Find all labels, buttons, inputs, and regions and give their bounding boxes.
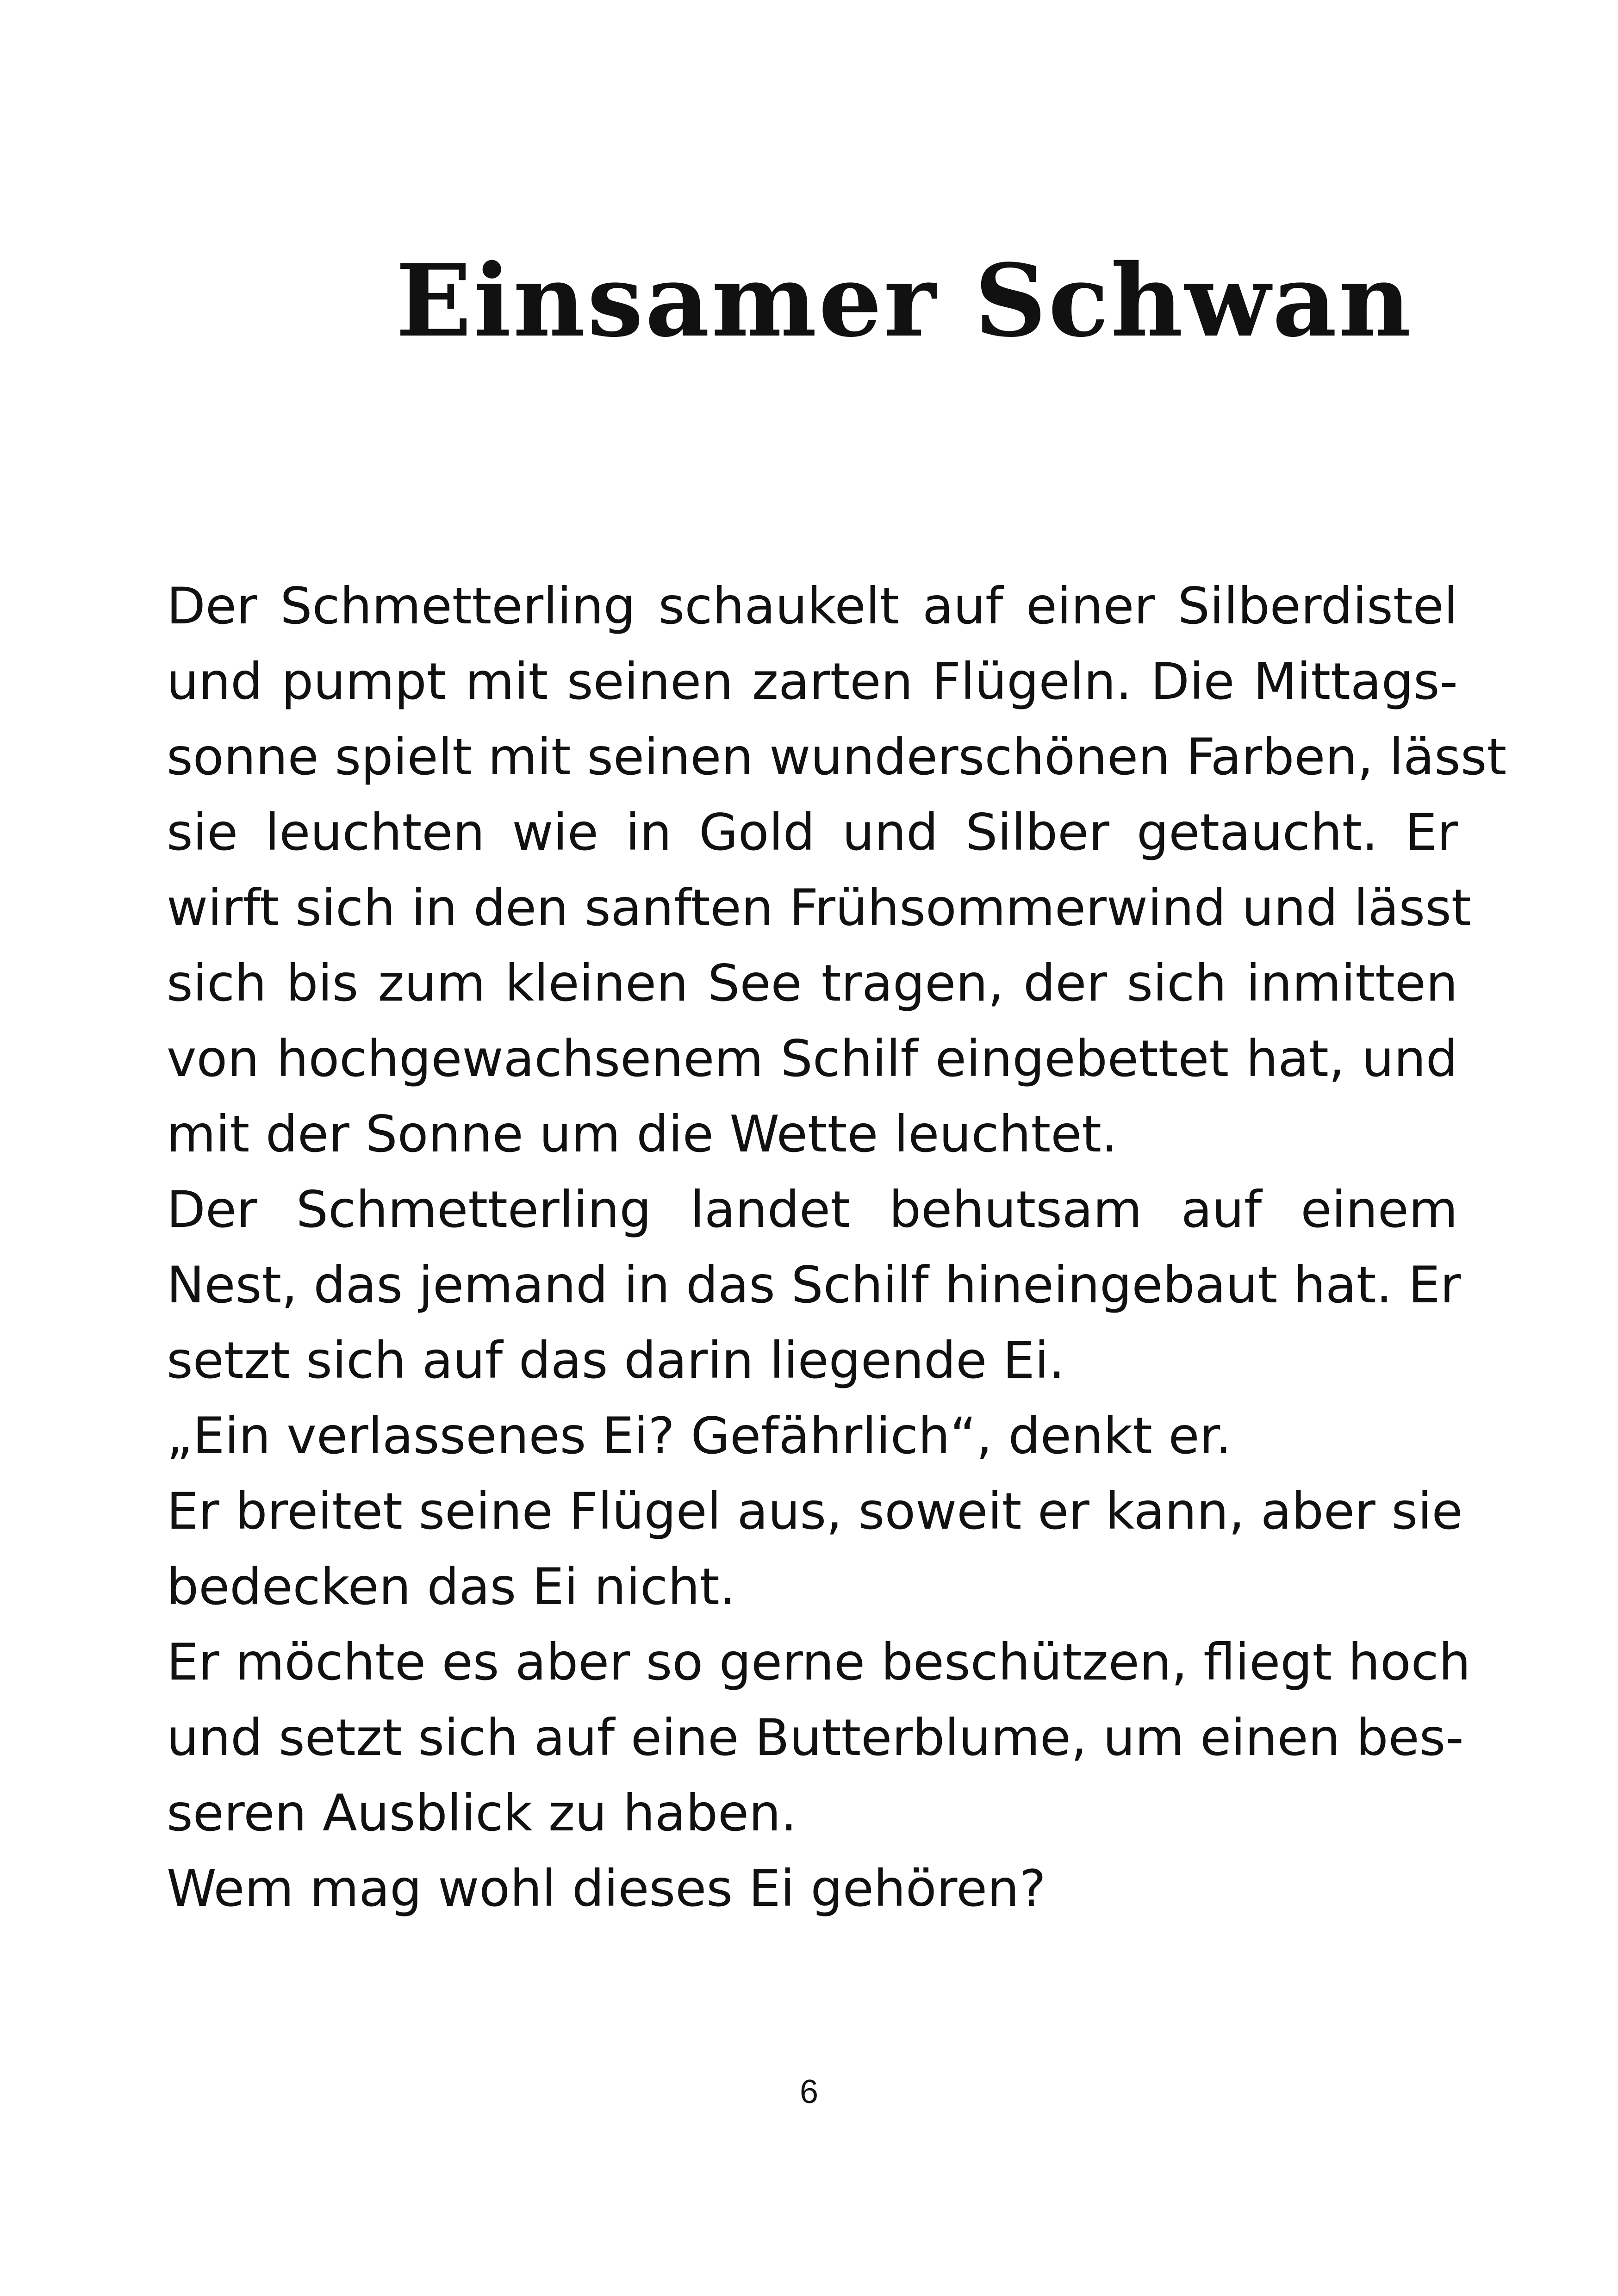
text-line: seren Ausblick zu haben. bbox=[167, 1784, 797, 1842]
text-line: mit der Sonne um die Wette leuchtet. bbox=[167, 1105, 1118, 1164]
text-line: bedecken das Ei nicht. bbox=[167, 1557, 736, 1616]
text-line: Der Schmetterling landet behutsam auf einem bbox=[167, 1180, 1458, 1239]
text-line: sich bis zum kleinen See tragen, der sich inmitten bbox=[167, 954, 1458, 1013]
text-line: und setzt sich auf eine Butterblume, um einen bes- bbox=[167, 1708, 1464, 1767]
text-line: und pumpt mit seinen zarten Flügeln. Die Mittags- bbox=[167, 652, 1458, 711]
page-number: 6 bbox=[799, 2073, 819, 2110]
story-text bbox=[167, 568, 1507, 1926]
text-line: Nest, das jemand in das Schilf hineingebaut hat. Er bbox=[167, 1256, 1461, 1314]
text-line: sonne spielt mit seinen wunderschönen Farben, lässt bbox=[167, 728, 1507, 786]
text-line: setzt sich auf das darin liegende Ei. bbox=[167, 1331, 1065, 1390]
text-line: Der Schmetterling schaukelt auf einer Silberdistel bbox=[167, 577, 1458, 635]
text-line: Wem mag wohl dieses Ei gehören? bbox=[167, 1859, 1046, 1918]
text-line: sie leuchten wie in Gold und Silber getaucht. Er bbox=[167, 803, 1458, 862]
text-line: „Ein verlassenes Ei? Gefährlich“, denkt er. bbox=[167, 1406, 1232, 1465]
text-line: von hochgewachsenem Schilf eingebettet hat, und bbox=[167, 1029, 1458, 1088]
text-line: wirft sich in den sanften Frühsommerwind und lässt bbox=[167, 878, 1471, 937]
text-line: Er möchte es aber so gerne beschützen, fliegt hoch bbox=[167, 1633, 1471, 1692]
story-title: Einsamer Schwan bbox=[396, 242, 1413, 359]
text-line: Er breitet seine Flügel aus, soweit er kann, aber sie bbox=[167, 1482, 1463, 1541]
